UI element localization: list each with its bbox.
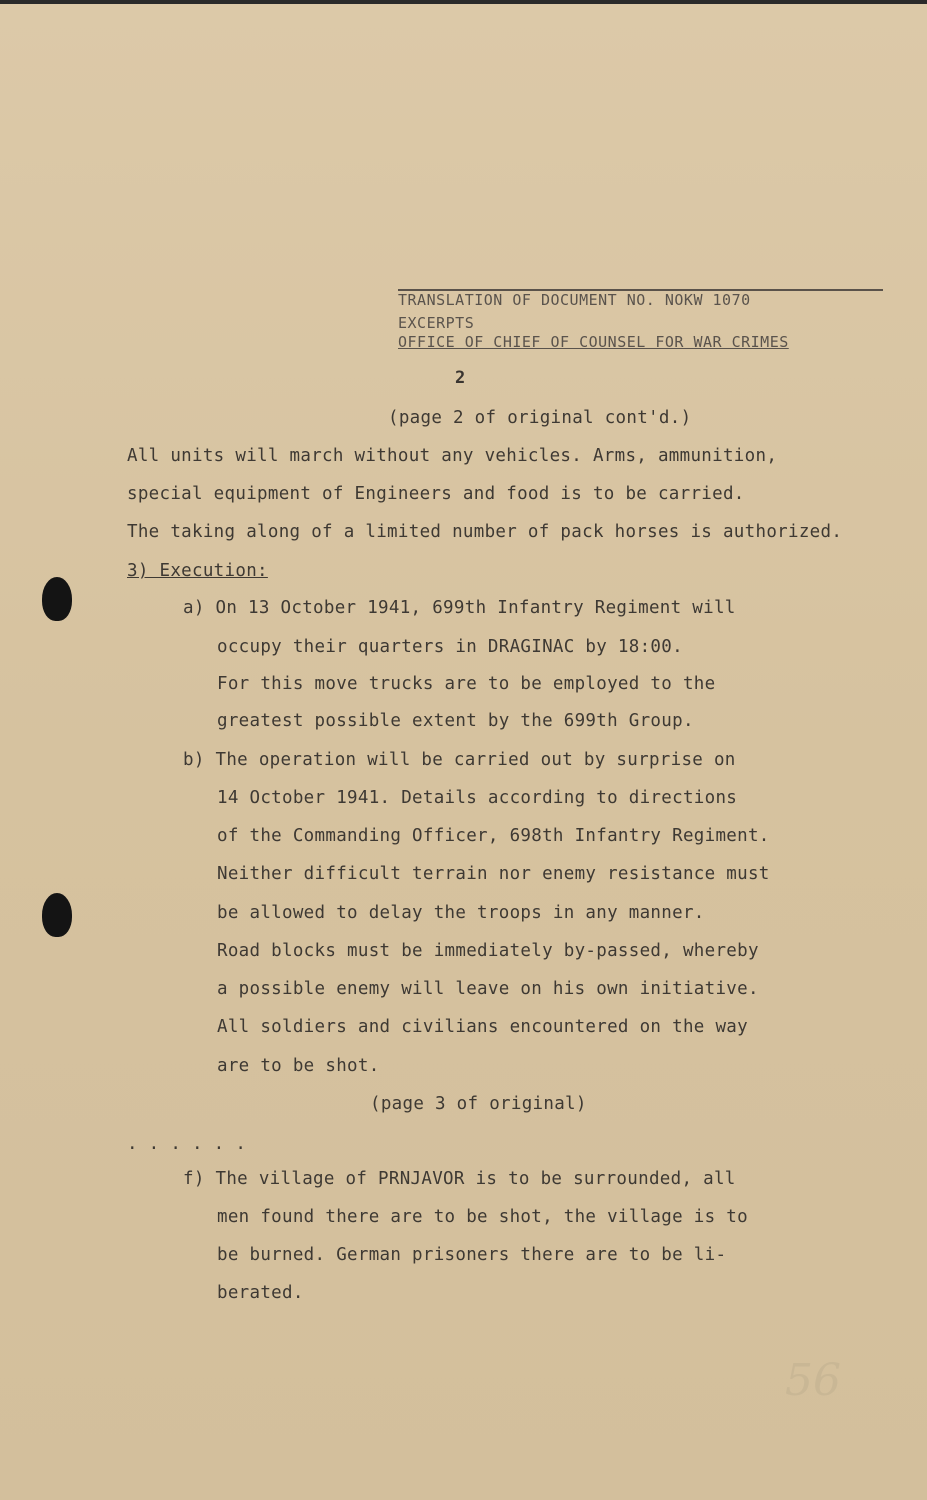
header-line-2: EXCERPTS xyxy=(398,314,475,332)
text-line: greatest possible extent by the 699th Group. xyxy=(217,711,694,731)
header-line-3: OFFICE OF CHIEF OF COUNSEL FOR WAR CRIMES xyxy=(398,333,789,351)
text-line: berated. xyxy=(217,1283,304,1303)
page-number: 2 xyxy=(455,368,466,388)
folio-number: 56 xyxy=(785,1355,841,1406)
text-line: All soldiers and civilians encountered on the way xyxy=(217,1017,748,1037)
text-line: a possible enemy will leave on his own initiative. xyxy=(217,979,759,999)
header-line-1: TRANSLATION OF DOCUMENT NO. NOKW 1070 xyxy=(398,291,751,309)
text-line: special equipment of Engineers and food is to be carried. xyxy=(127,484,745,504)
text-line: a) On 13 October 1941, 699th Infantry Regiment will xyxy=(183,598,736,618)
text-line: b) The operation will be carried out by surprise on xyxy=(183,750,736,770)
text-line: are to be shot. xyxy=(217,1056,380,1076)
text-line: The taking along of a limited number of pack horses is authorized. xyxy=(127,522,843,542)
text-line: f) The village of PRNJAVOR is to be surrounded, all xyxy=(183,1169,736,1189)
section-heading: 3) Execution: xyxy=(127,561,268,581)
page-note: (page 2 of original cont'd.) xyxy=(388,408,692,428)
text-line: be allowed to delay the troops in any manner. xyxy=(217,903,705,923)
text-line: men found there are to be shot, the village is to xyxy=(217,1207,748,1227)
punch-hole-icon xyxy=(42,577,72,621)
text-line: For this move trucks are to be employed to the xyxy=(217,674,716,694)
page-note: (page 3 of original) xyxy=(370,1094,587,1114)
text-line: All units will march without any vehicles. Arms, ammunition, xyxy=(127,446,778,466)
text-line: be burned. German prisoners there are to be li- xyxy=(217,1245,727,1265)
ellipsis-dots: . . . . . . xyxy=(127,1134,247,1154)
top-border xyxy=(0,0,927,4)
text-line: of the Commanding Officer, 698th Infantry Regiment. xyxy=(217,826,770,846)
text-line: 14 October 1941. Details according to directions xyxy=(217,788,738,808)
text-line: Neither difficult terrain nor enemy resistance must xyxy=(217,864,770,884)
text-line: Road blocks must be immediately by-passed, whereby xyxy=(217,941,759,961)
punch-hole-icon xyxy=(42,893,72,937)
text-line: occupy their quarters in DRAGINAC by 18:00. xyxy=(217,637,683,657)
